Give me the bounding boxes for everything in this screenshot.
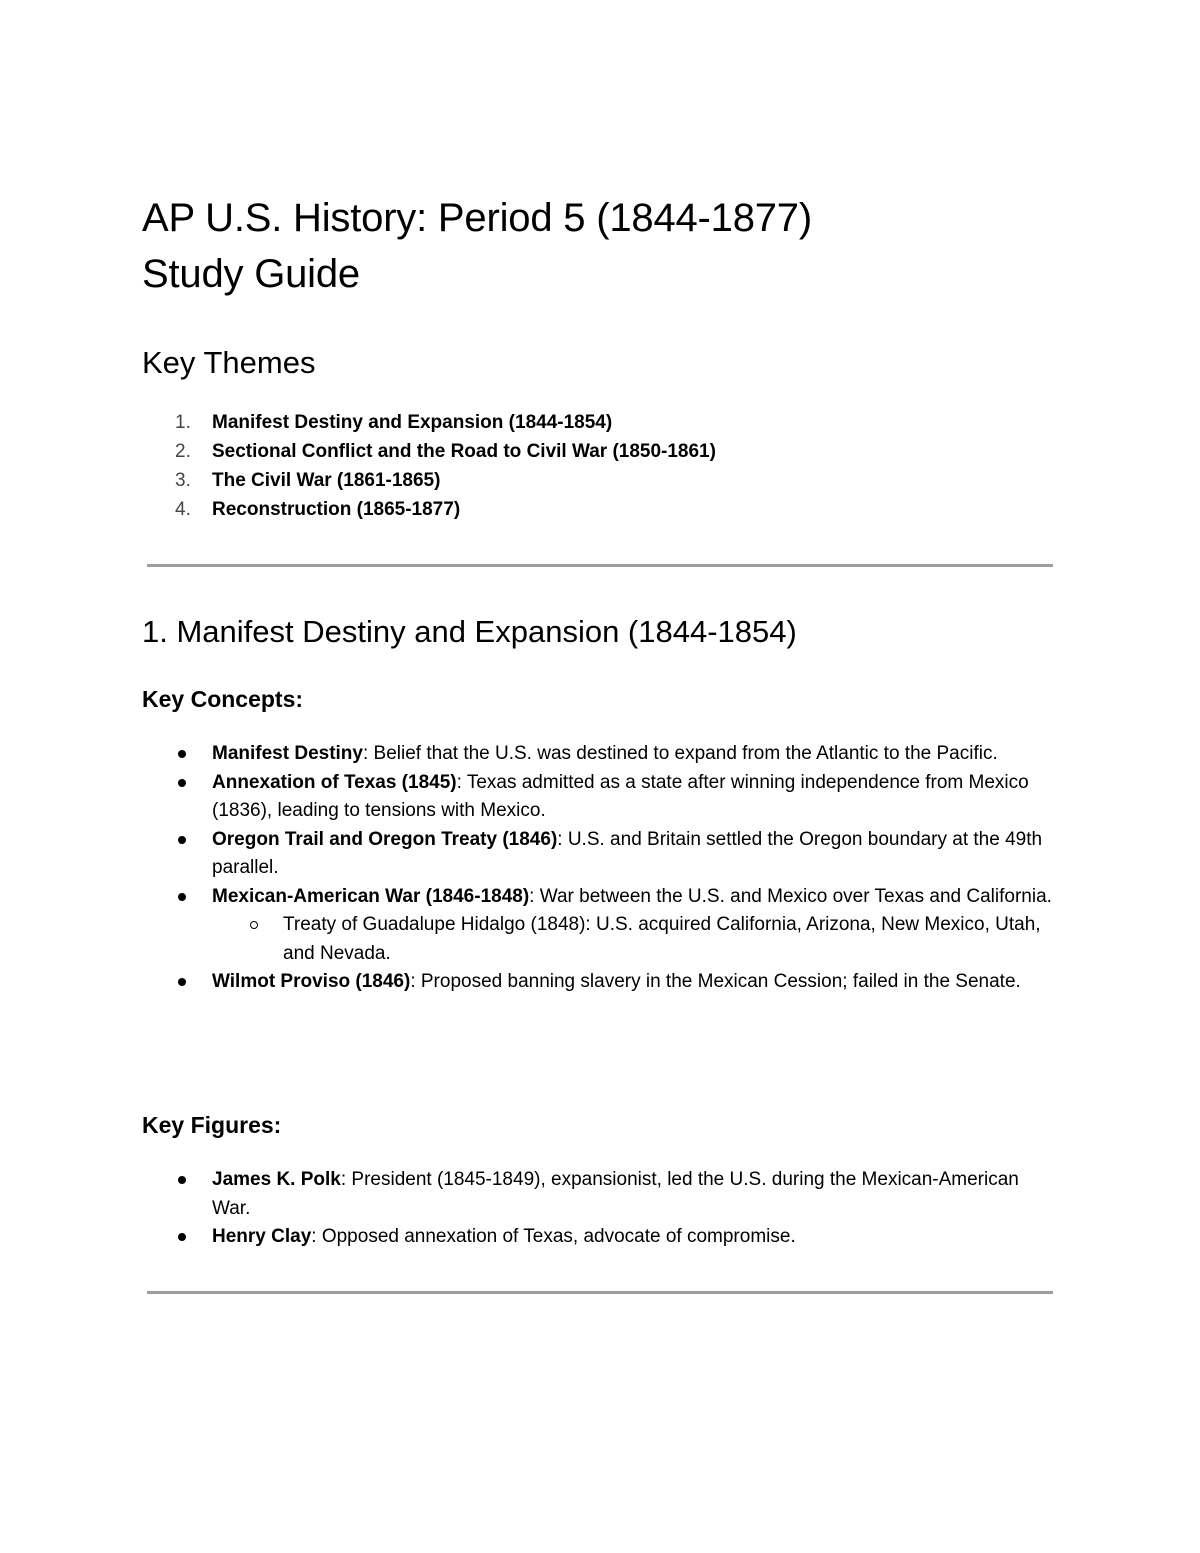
sub-item-text: Treaty of Guadalupe Hidalgo (1848): U.S. acquired California, Arizona, New Mexico, Utah, and Nevada. <box>283 914 1041 964</box>
concept-description: : War between the U.S. and Mexico over Texas and California. <box>529 885 1052 907</box>
list-text: Sectional Conflict and the Road to Civil War (1850-1861) <box>212 441 716 462</box>
figure-description: : Opposed annexation of Texas, advocate of compromise. <box>311 1226 796 1247</box>
concept-term: Mexican-American War (1846-1848) <box>212 885 530 907</box>
horizontal-divider <box>147 1291 1053 1294</box>
concept-term: Oregon Trail and Oregon Treaty (1846) <box>212 828 558 850</box>
list-text: Reconstruction (1865-1877) <box>212 499 461 520</box>
bullet-icon <box>178 1176 186 1184</box>
hollow-bullet-icon <box>250 921 258 929</box>
concept-description: : U.S. and Britain settled the Oregon boundary at the 49th parallel. <box>212 828 1043 878</box>
list-item <box>142 883 1062 969</box>
bullet-icon <box>178 893 186 901</box>
bullet-icon <box>178 978 186 986</box>
key-concepts-heading: Key Concepts: <box>142 686 304 712</box>
list-item <box>142 437 1062 466</box>
figure-name: James K. Polk <box>212 1169 341 1190</box>
list-number: 1. <box>175 412 191 433</box>
bullet-icon <box>178 750 186 758</box>
figure-name: Henry Clay <box>212 1226 312 1247</box>
list-number: 2. <box>175 441 191 462</box>
key-concepts-list <box>142 740 1062 997</box>
concept-term: Wilmot Proviso (1846) <box>212 971 411 992</box>
concept-term: Annexation of Texas (1845) <box>212 771 457 793</box>
title-line-1: AP U.S. History: Period 5 (1844-1877) <box>142 196 812 240</box>
list-item <box>142 495 1062 524</box>
list-text: The Civil War (1861-1865) <box>212 470 441 491</box>
figure-description: : President (1845-1849), expansionist, led the U.S. during the Mexican-American War. <box>212 1169 1019 1219</box>
horizontal-divider <box>147 564 1053 567</box>
bullet-icon <box>178 1233 186 1241</box>
list-text: Manifest Destiny and Expansion (1844-1854) <box>212 412 613 433</box>
list-item <box>142 466 1062 495</box>
list-item <box>142 1223 1062 1252</box>
list-item <box>142 826 1062 883</box>
key-themes-list <box>142 408 1062 524</box>
key-figures-heading: Key Figures: <box>142 1112 282 1138</box>
key-figures-list <box>142 1166 1062 1252</box>
sub-list-item <box>212 911 1062 968</box>
list-item <box>142 408 1062 437</box>
list-number: 4. <box>175 499 191 520</box>
section-heading: 1. Manifest Destiny and Expansion (1844-1854) <box>142 614 797 649</box>
bullet-icon <box>178 779 186 787</box>
list-item <box>142 769 1062 826</box>
concept-description: : Belief that the U.S. was destined to expand from the Atlantic to the Pacific. <box>362 743 998 764</box>
key-themes-heading: Key Themes <box>142 345 316 380</box>
concept-term: Manifest Destiny <box>212 743 363 764</box>
title-line-2: Study Guide <box>142 252 360 296</box>
list-item <box>142 968 1062 997</box>
sub-list <box>212 911 1062 968</box>
list-item <box>142 1166 1062 1223</box>
concept-description: : Texas admitted as a state after winning independence from Mexico (1836), leading to tensions with Mexico. <box>212 771 1029 821</box>
document-title <box>142 190 1102 302</box>
list-item <box>142 740 1062 769</box>
concept-description: : Proposed banning slavery in the Mexican Cession; failed in the Senate. <box>410 971 1021 992</box>
list-number: 3. <box>175 470 191 491</box>
bullet-icon <box>178 836 186 844</box>
